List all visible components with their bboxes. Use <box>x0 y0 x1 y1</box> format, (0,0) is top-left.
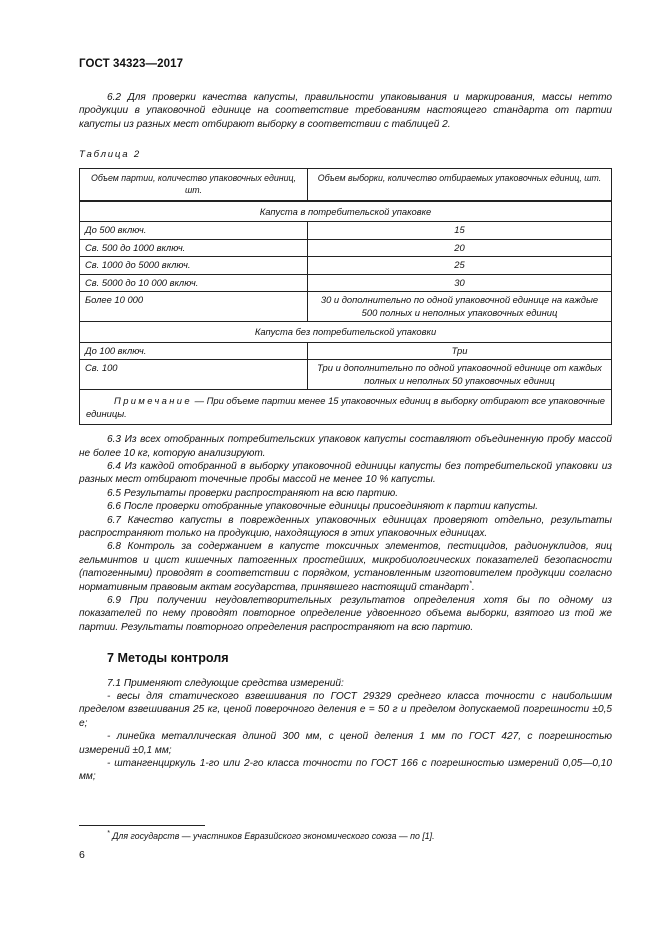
table-row <box>80 274 612 292</box>
table-row <box>80 292 612 322</box>
footnote-marker: * <box>469 580 472 588</box>
paragraph-6-3: 6.3 Из всех отобранных потребительских упаковок капусты составляют объединенную пробу массой не более 10 кг, которую анализируют. <box>79 434 612 459</box>
note-text: — При объеме партии менее 15 упаковочных единиц в выборку отбирают все упаковочные единицы. <box>86 395 605 419</box>
page-content <box>79 91 612 784</box>
lot-cell: Св. 5000 до 10 000 включ. <box>80 274 308 292</box>
footnote-divider <box>79 825 205 826</box>
footnote-text: Для государств — участников Евразийского экономического союза — по [1]. <box>112 831 435 841</box>
sample-cell: 20 <box>308 239 612 257</box>
section-7-heading: 7 Методы контроля <box>107 651 229 666</box>
footnote <box>107 831 435 841</box>
paragraph-6-5: 6.5 Результаты проверки распространяют на всю партию. <box>107 487 399 499</box>
lot-cell: Св. 100 <box>80 360 308 390</box>
table-row <box>80 342 612 360</box>
paragraph-6-7: 6.7 Качество капусты в поврежденных упаковочных единицах проверяют отдельно, результаты распространяют только на продукцию, находящуюся в этих упаковочных единицах. <box>79 514 612 539</box>
paragraph-6-6: 6.6 После проверки отобранные упаковочные единицы присоединяют к партии капусты. <box>107 501 539 513</box>
sample-cell: 30 <box>308 274 612 292</box>
lot-cell: До 100 включ. <box>80 342 308 360</box>
header-sample-volume: Объем выборки, количество отбираемых упаковочных единиц, шт. <box>308 168 612 201</box>
table-note <box>80 390 612 425</box>
table-row <box>80 360 612 390</box>
lot-cell: До 500 включ. <box>80 222 308 240</box>
paragraph-6-2: 6.2 Для проверки качества капусты, правильности упаковывания и маркирования, массы нетто продукции в упаковочной единице на соответствие требованиям настоящего стандарта от партии капусты из разных мест отбирают выборку в соответствии с таблицей 2. <box>79 92 612 130</box>
table-caption: Таблица 2 <box>79 149 142 161</box>
lot-cell: Св. 1000 до 5000 включ. <box>80 257 308 275</box>
table-row <box>80 239 612 257</box>
list-item-ruler: - линейка металлическая длиной 300 мм, с ценой деления 1 мм по ГОСТ 427, с погрешностью измерений ±0,1 мм; <box>79 731 612 756</box>
footnote-mark: * <box>107 830 110 838</box>
list-item-scales: - весы для статического взвешивания по ГОСТ 29329 среднего класса точности с наибольшим пределом взвешивания 25 кг, ценой поверочного деления e = 50 г и пределом допускаемой погрешности ±0,5 e; <box>79 691 612 729</box>
paragraph-6-8-text: 6.8 Контроль за содержанием в капусте токсичных элементов, пестицидов, радионуклидов, яиц гельминтов и цист кишечных патогенных простейших, микробиологических показателей безопасности (патогенными) проводят в соответствии с порядком, установленным изготовителем продукции согласно нормативным правовым актам государства, принявшего настоящий стандарт <box>79 541 612 593</box>
table-row <box>80 222 612 240</box>
paragraph-6-4: 6.4 Из каждой отобранной в выборку упаковочной единицы капусты без потребительской упаковки из разных мест отбирают точечные пробы массой не менее 10 % капусты. <box>79 460 612 486</box>
table-row <box>80 257 612 275</box>
table-note-row <box>80 390 612 425</box>
document-header: ГОСТ 34323—2017 <box>79 58 184 70</box>
paragraph-7-1: 7.1 Применяют следующие средства измерений: <box>107 677 344 689</box>
sample-cell: 15 <box>308 222 612 240</box>
table-section-row <box>80 322 612 343</box>
paragraph-6-8: 6.8 Контроль за содержанием в капусте токсичных элементов, пестицидов, радионуклидов, яиц гельминтов и цист кишечных патогенных простейших, микробиологических показателей безопасности (патогенными) проводят в соответствии с порядком, установленным изготовителем продукции согласно нормативным правовым актам государства, принявшего настоящий стандарт*. <box>79 541 612 593</box>
section-consumer-packaging: Капуста в потребительской упаковке <box>80 201 612 222</box>
header-lot-volume: Объем партии, количество упаковочных единиц, шт. <box>80 168 308 201</box>
paragraph-6-9: 6.9 При получении неудовлетворительных результатов определения хотя бы по одному из показателей по нему проводят повторное определение удвоенного объема выборки, взятого из той же партии. Результаты повторного определения распространяют на всю партию. <box>79 595 612 633</box>
sample-cell: 25 <box>308 257 612 275</box>
page-number: 6 <box>79 849 85 861</box>
sample-cell: 30 и дополнительно по одной упаковочной единице на каждые 500 полных и неполных упаковочных единиц <box>308 292 612 322</box>
table-section-row <box>80 201 612 222</box>
section-no-packaging: Капуста без потребительской упаковки <box>80 322 612 343</box>
lot-cell: Св. 500 до 1000 включ. <box>80 239 308 257</box>
sample-cell: Три и дополнительно по одной упаковочной единице от каждых полных и неполных 50 упаковочных единиц <box>308 360 612 390</box>
section-6-paragraphs <box>79 433 612 634</box>
sample-size-table <box>79 168 612 426</box>
note-label: Примечание <box>114 395 192 407</box>
sample-cell: Три <box>308 342 612 360</box>
lot-cell: Более 10 000 <box>80 292 308 322</box>
list-item-caliper: - штангенциркуль 1-го или 2-го класса точности по ГОСТ 166 с погрешностью измерений 0,05—0,10 мм; <box>79 758 612 783</box>
table-header-row <box>80 168 612 201</box>
